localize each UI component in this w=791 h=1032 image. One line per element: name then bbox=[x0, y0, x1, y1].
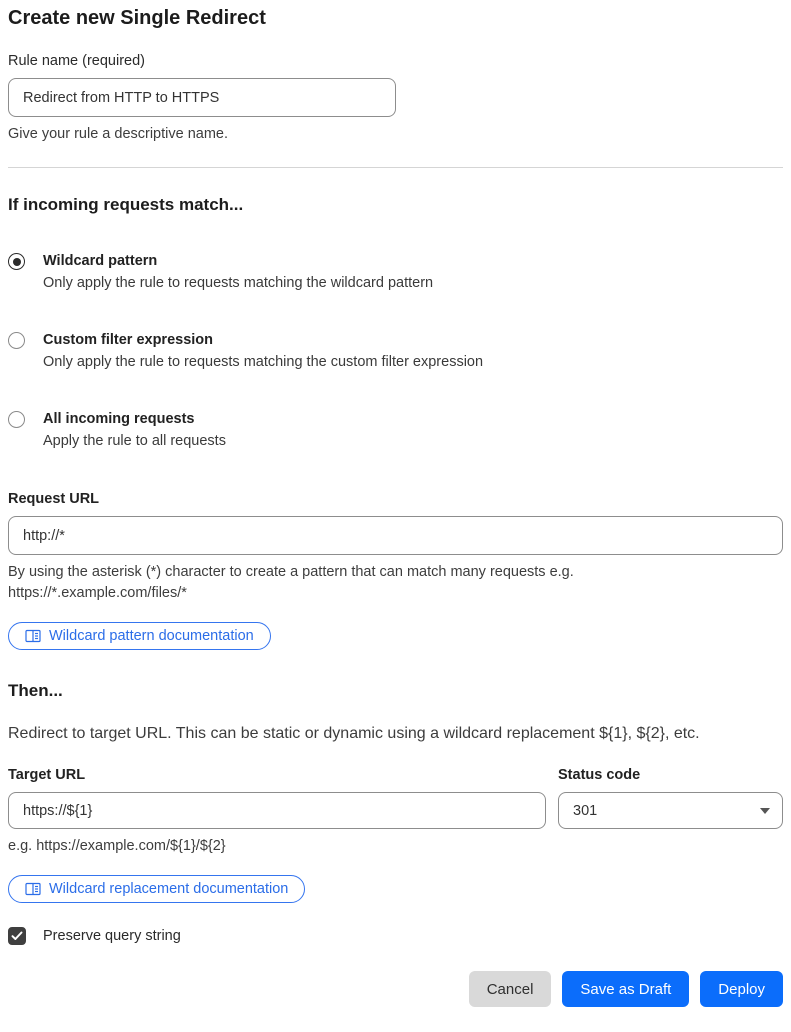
radio-option-all-requests[interactable] bbox=[8, 409, 783, 452]
deploy-button[interactable]: Deploy bbox=[700, 971, 783, 1007]
request-url-helper-line2: https://*.example.com/files/* bbox=[8, 585, 187, 601]
request-url-label: Request URL bbox=[8, 491, 100, 507]
page-title: Create new Single Redirect bbox=[8, 7, 266, 29]
radio-option-custom-filter[interactable] bbox=[8, 330, 783, 373]
wildcard-replacement-doc-button[interactable] bbox=[8, 875, 305, 903]
then-description: Redirect to target URL. This can be static or dynamic using a wildcard replacement ${1}, ${2}, etc. bbox=[8, 725, 700, 742]
then-section-heading: Then... bbox=[8, 681, 63, 700]
radio-label: All incoming requests bbox=[43, 411, 195, 427]
checkbox-icon[interactable] bbox=[8, 927, 26, 945]
status-code-value: 301 bbox=[573, 802, 598, 819]
radio-description: Apply the rule to all requests bbox=[43, 433, 226, 449]
radio-button-icon[interactable] bbox=[8, 253, 25, 270]
target-url-helper: e.g. https://example.com/${1}/${2} bbox=[8, 838, 226, 854]
doc-button-label: Wildcard replacement documentation bbox=[49, 880, 289, 897]
request-url-helper-line1: By using the asterisk (*) character to create a pattern that can match many requests e.g. bbox=[8, 564, 574, 580]
cancel-button[interactable]: Cancel bbox=[469, 971, 552, 1007]
radio-label: Wildcard pattern bbox=[43, 253, 158, 269]
status-code-label: Status code bbox=[558, 767, 641, 783]
dropdown-arrow-icon bbox=[760, 808, 770, 814]
radio-button-icon[interactable] bbox=[8, 411, 25, 428]
rule-name-input[interactable] bbox=[8, 78, 396, 117]
request-url-input[interactable] bbox=[8, 516, 783, 555]
rule-name-helper: Give your rule a descriptive name. bbox=[8, 126, 229, 142]
radio-description: Only apply the rule to requests matching the custom filter expression bbox=[43, 354, 484, 370]
book-icon bbox=[25, 882, 41, 896]
section-divider bbox=[8, 167, 783, 168]
match-section-heading: If incoming requests match... bbox=[8, 195, 244, 214]
request-url-helper bbox=[8, 562, 783, 604]
radio-label: Custom filter expression bbox=[43, 332, 214, 348]
status-code-select[interactable] bbox=[558, 792, 783, 829]
preserve-query-row[interactable] bbox=[8, 927, 783, 945]
doc-button-label: Wildcard pattern documentation bbox=[49, 627, 254, 644]
wildcard-pattern-doc-button[interactable] bbox=[8, 622, 271, 650]
rule-name-label: Rule name (required) bbox=[8, 53, 146, 69]
footer-actions bbox=[8, 971, 783, 1007]
save-as-draft-button[interactable]: Save as Draft bbox=[562, 971, 689, 1007]
radio-button-icon[interactable] bbox=[8, 332, 25, 349]
target-url-label: Target URL bbox=[8, 767, 86, 783]
target-status-row bbox=[8, 744, 783, 857]
preserve-query-label: Preserve query string bbox=[43, 928, 181, 944]
radio-option-wildcard-pattern[interactable] bbox=[8, 251, 783, 294]
radio-description: Only apply the rule to requests matching the wildcard pattern bbox=[43, 275, 434, 291]
book-icon bbox=[25, 629, 41, 643]
target-url-input[interactable] bbox=[8, 792, 546, 829]
